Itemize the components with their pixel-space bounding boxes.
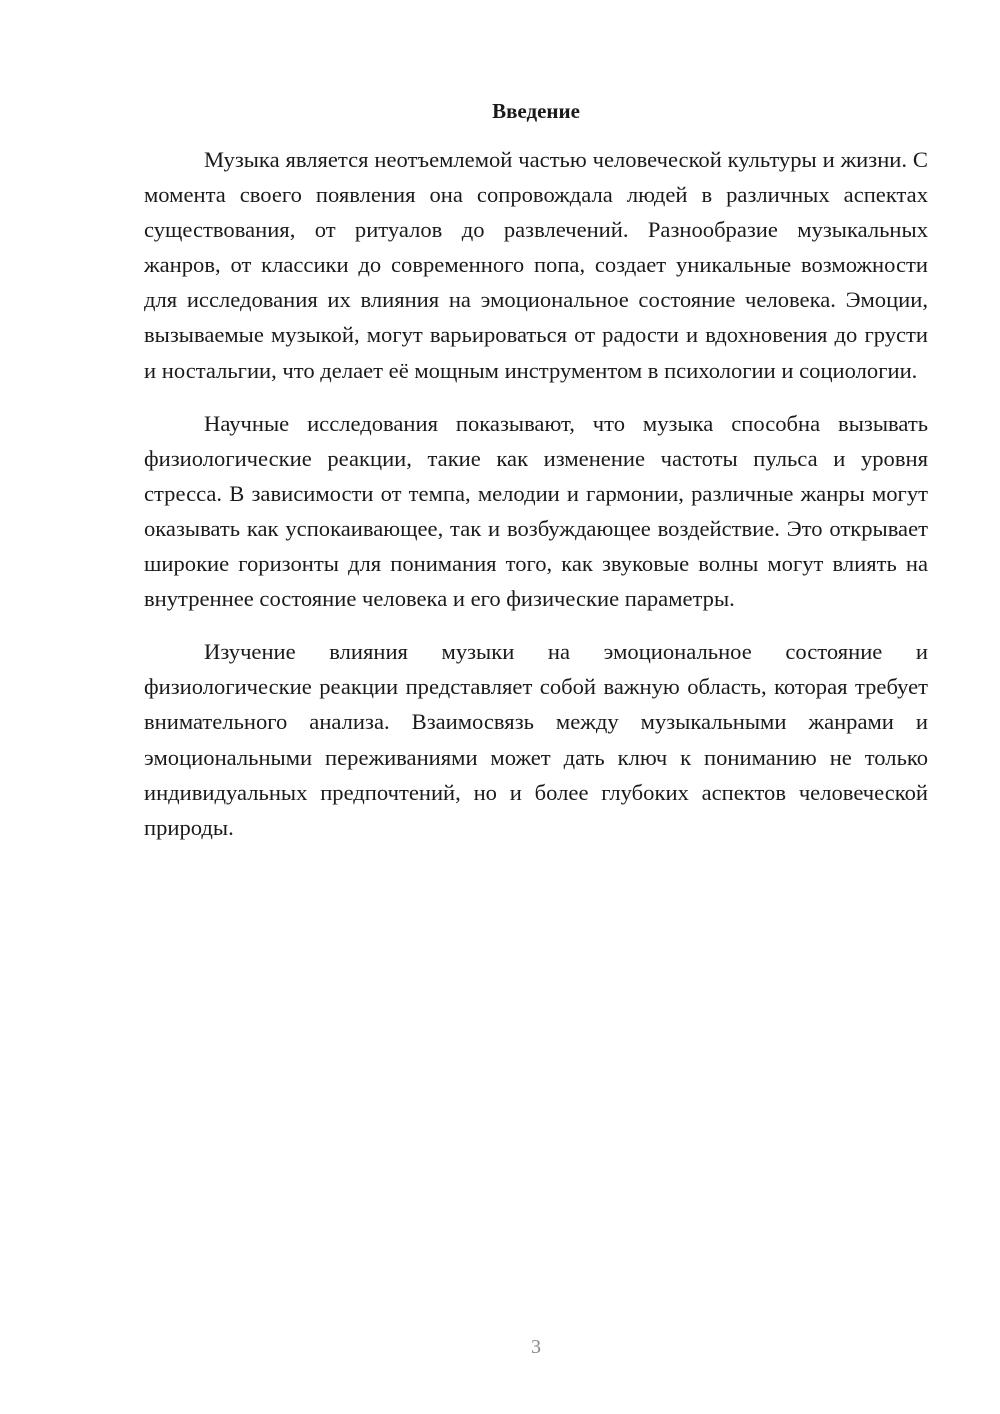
- section-heading: Введение: [492, 99, 580, 123]
- body-text: [144, 142, 928, 863]
- paragraph-3: Изучение влияния музыки на эмоциональное состояние и физиологические реакции представляет собой важную область, которая требует внимательного анализа. Взаимосвязь между музыкальными жанрами и эмоциональными переживаниями может дать ключ к пониманию не только индивидуальных предпочтений, но и более глубоких аспектов человеческой природы.: [144, 639, 928, 840]
- paragraph-1: Музыка является неотъемлемой частью человеческой культуры и жизни. С момента своего появления она сопровождала людей в различных аспектах существования, от ритуалов до развлечений. Разнообразие музыкальных жанров, от классики до современного попа, создает уникальные возможности для исследования их влияния на эмоциональное состояние человека. Эмоции, вызываемые музыкой, могут варьироваться от радости и вдохновения до грусти и ностальгии, что делает её мощным инструментом в психологии и социологии.: [144, 147, 928, 383]
- page-number: 3: [531, 1336, 541, 1358]
- paragraph-2: Научные исследования показывают, что музыка способна вызывать физиологические реакции, такие как изменение частоты пульса и уровня стресса. В зависимости от темпа, мелодии и гармонии, различные жанры могут оказывать как успокаивающее, так и возбуждающее воздействие. Это открывает широкие горизонты для понимания того, как звуковые волны могут влиять на внутреннее состояние человека и его физические параметры.: [144, 410, 928, 612]
